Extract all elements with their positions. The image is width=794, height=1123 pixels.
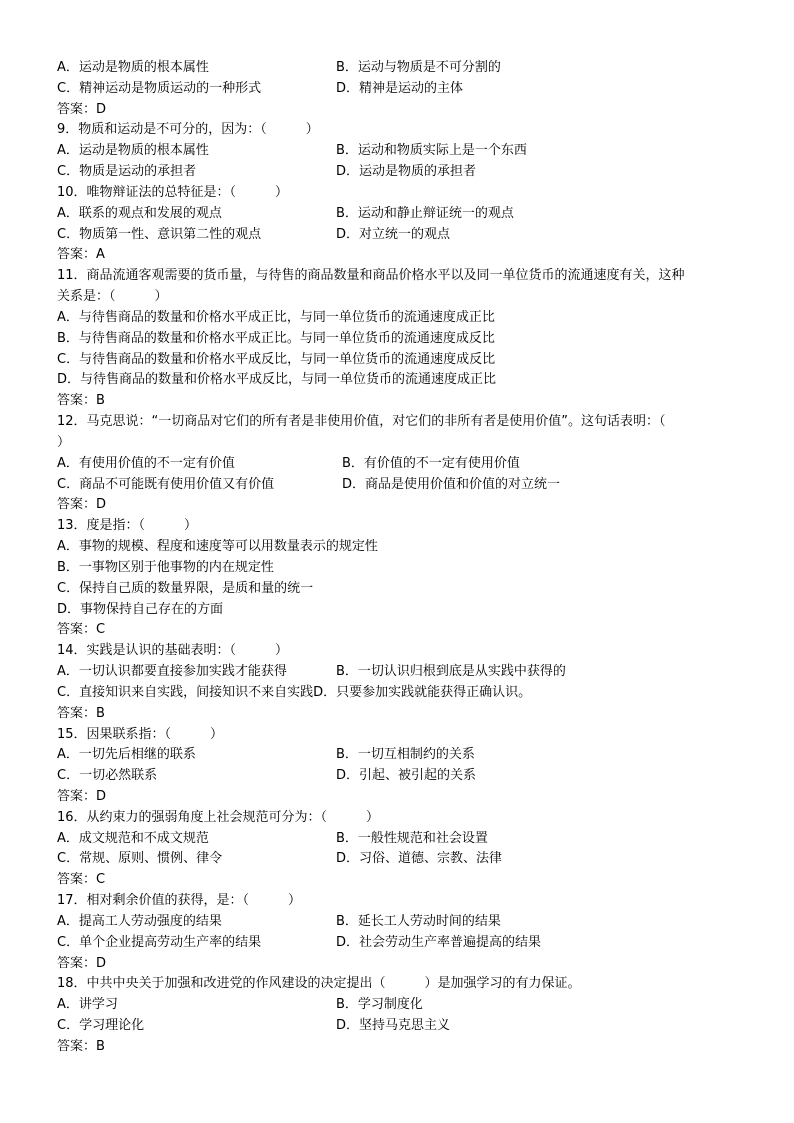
option-text: B．运动与物质是不可分割的 — [336, 60, 501, 75]
question-line — [57, 266, 757, 287]
option-text: C．学习理论化 — [57, 1018, 145, 1034]
answer-text: 答案：B — [57, 705, 105, 721]
option-line — [57, 933, 757, 954]
option-text: A．运动是物质的根本属性 — [57, 60, 209, 75]
option-text: B．一般性规范和社会设置 — [336, 830, 488, 846]
answer-text: 答案：D — [57, 497, 107, 513]
question-line — [57, 725, 757, 746]
option-text: B．有价值的不一定有使用价值 — [342, 455, 520, 471]
answer-line — [57, 620, 757, 641]
option-text: B．一切认识归根到底是从实践中获得的 — [336, 664, 566, 680]
option-line — [57, 829, 757, 850]
answer-text: 答案：C — [57, 622, 106, 638]
option-text: A．一切先后相继的联系 — [57, 747, 196, 763]
option-text: D．习俗、道德、宗教、法律 — [336, 851, 503, 867]
option-line — [57, 454, 757, 475]
option-text: D．事物保持自己存在的方面 — [57, 601, 224, 617]
option-line — [57, 204, 757, 225]
answer-line — [57, 704, 757, 725]
option-text: D．社会劳动生产率普遍提高的结果 — [336, 934, 542, 950]
option-text: D．商品是使用价值和价值的对立统一 — [342, 476, 561, 492]
option-text: A．提高工人劳动强度的结果 — [57, 913, 222, 929]
answer-text: 答案：B — [57, 1038, 105, 1054]
option-text: D．运动是物质的承担者 — [336, 164, 477, 180]
question-text: 18．中共中央关于加强和改进党的作风建设的决定提出（ ）是加强学习的有力保证。 — [57, 976, 581, 992]
option-text: C．一切必然联系 — [57, 768, 158, 784]
option-line — [57, 995, 757, 1016]
option-text: D．对立统一的观点 — [336, 226, 451, 242]
option-line — [57, 537, 757, 558]
document-page — [57, 58, 757, 1058]
option-line — [57, 849, 757, 870]
option-text: A．与待售商品的数量和价格水平成正比，与同一单位货币的流通速度成正比 — [57, 309, 495, 325]
question-line — [57, 808, 757, 829]
answer-text: 答案：B — [57, 393, 105, 409]
answer-line — [57, 1037, 757, 1058]
question-line — [57, 183, 757, 204]
answer-line — [57, 954, 757, 975]
option-text: B．延长工人劳动时间的结果 — [336, 913, 501, 929]
answer-text: 答案：D — [57, 955, 107, 971]
question-text: ） — [57, 434, 71, 450]
answer-text: 答案：D — [57, 788, 107, 804]
option-text: D．与待售商品的数量和价格水平成反比，与同一单位货币的流通速度成正比 — [57, 372, 497, 388]
answer-line — [57, 870, 757, 891]
question-line — [57, 891, 757, 912]
option-line — [57, 370, 757, 391]
option-text: C．与待售商品的数量和价格水平成反比，与同一单位货币的流通速度成反比 — [57, 351, 496, 367]
question-text: 11．商品流通客观需要的货币量，与待售的商品数量和商品价格水平以及同一单位货币的流通速度有关，这种 — [57, 268, 685, 284]
option-text: D．精神是运动的主体 — [336, 80, 464, 96]
question-text: 16．从约束力的强弱角度上社会规范可分为：（ ） — [57, 809, 380, 825]
option-text: C．物质第一性、意识第二性的观点 — [57, 226, 262, 242]
option-text: D．引起、被引起的关系 — [336, 768, 477, 784]
question-text: 10．唯物辩证法的总特征是：（ ） — [57, 184, 289, 200]
option-line — [57, 745, 757, 766]
answer-text: 答案：D — [57, 101, 107, 117]
option-text: A．事物的规模、程度和速度等可以用数量表示的规定性 — [57, 539, 378, 555]
option-text: C．单个企业提高劳动生产率的结果 — [57, 934, 262, 950]
question-line — [57, 516, 757, 537]
question-line — [57, 120, 757, 141]
option-line — [57, 683, 757, 704]
option-line — [57, 662, 757, 683]
option-line — [57, 1016, 757, 1037]
option-text: C．直接知识来自实践，间接知识不来自实践D．只要参加实践就能获得正确认识。 — [57, 684, 532, 700]
option-line — [57, 475, 757, 496]
option-text: C．常规、原则、惯例、律令 — [57, 851, 223, 867]
option-text: C．精神运动是物质运动的一种形式 — [57, 80, 262, 96]
answer-text: 答案：A — [57, 247, 105, 263]
option-line — [57, 225, 757, 246]
question-line — [57, 433, 757, 454]
question-text: 14．实践是认识的基础表明：（ ） — [57, 643, 289, 659]
answer-line — [57, 245, 757, 266]
option-text: A．成文规范和不成文规范 — [57, 830, 209, 846]
option-line — [57, 766, 757, 787]
option-text: C．保持自己质的数量界限，是质和量的统一 — [57, 580, 314, 596]
answer-text: 答案：C — [57, 872, 106, 888]
option-text: B．学习制度化 — [336, 997, 423, 1013]
option-line — [57, 329, 757, 350]
answer-line — [57, 391, 757, 412]
option-text: B．运动和静止辩证统一的观点 — [336, 205, 514, 221]
question-text: 15．因果联系指：（ ） — [57, 726, 224, 742]
question-line — [57, 641, 757, 662]
option-text: A．讲学习 — [57, 997, 118, 1013]
question-text: 13．度是指：（ ） — [57, 518, 198, 534]
option-text: D．坚持马克思主义 — [336, 1018, 451, 1034]
option-text: A．有使用价值的不一定有价值 — [57, 455, 235, 471]
option-text: A．一切认识都要直接参加实践才能获得 — [57, 664, 287, 680]
option-line — [57, 579, 757, 600]
option-text: A．运动是物质的根本属性 — [57, 143, 209, 159]
option-line — [57, 162, 757, 183]
option-line — [57, 350, 757, 371]
option-text: B．一事物区别于他事物的内在规定性 — [57, 559, 274, 575]
option-line — [57, 558, 757, 579]
answer-line — [57, 787, 757, 808]
option-text: A．联系的观点和发展的观点 — [57, 205, 222, 221]
question-line — [57, 412, 757, 433]
question-text: 12．马克思说：“一切商品对它们的所有者是非使用价值，对它们的非所有者是使用价值”。这句话表明：（ — [57, 414, 666, 430]
question-text: 关系是：（ ） — [57, 289, 168, 305]
option-line — [57, 58, 757, 79]
option-text: C．商品不可能既有使用价值又有价值 — [57, 476, 275, 492]
option-line — [57, 79, 757, 100]
question-text: 17．相对剩余价值的获得，是：（ ） — [57, 893, 302, 909]
question-text: 9．物质和运动是不可分的，因为：（ ） — [57, 122, 319, 138]
option-text: C．物质是运动的承担者 — [57, 164, 197, 180]
option-text: B．与待售商品的数量和价格水平成正比。与同一单位货币的流通速度成反比 — [57, 330, 495, 346]
option-line — [57, 141, 757, 162]
option-text: B．运动和物质实际上是一个东西 — [336, 143, 527, 159]
option-text: B．一切互相制约的关系 — [336, 747, 475, 763]
answer-line — [57, 495, 757, 516]
question-line — [57, 974, 757, 995]
option-line — [57, 308, 757, 329]
answer-line — [57, 100, 757, 121]
question-line — [57, 287, 757, 308]
option-line — [57, 912, 757, 933]
option-line — [57, 600, 757, 621]
